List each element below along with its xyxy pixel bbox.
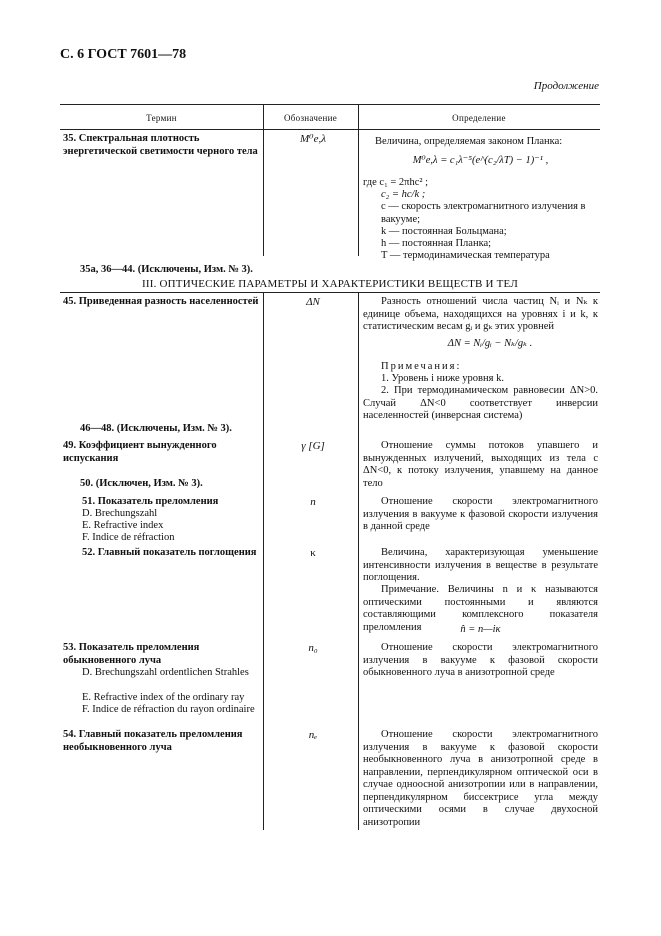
def-53: Отношение скорости электромагнитного излучения в вакууме к фазовой скорости обыкновенного луча в анизотропной среде [363, 642, 598, 678]
def-45-note2: 2. При термодинамическом равновесии ΔN>0. Случай ΔN<0 соответствует инверсии населенностей (инверсная система) [363, 385, 598, 421]
excluded-35a: 35а, 36—44. (Исключены, Изм. № 3). [80, 264, 253, 275]
term-52: 52. Главный показатель поглощения [82, 547, 257, 558]
excluded-50: 50. (Исключен, Изм. № 3). [80, 478, 203, 489]
section-rule [60, 292, 600, 293]
page-header: С. 6 ГОСТ 7601—78 [60, 47, 187, 62]
col-divider-2 [358, 104, 359, 256]
term-51-en: E. Refractive index [82, 520, 164, 531]
def-35-h: h — постоянная Планка; [381, 238, 492, 249]
section-3-title: III. ОПТИЧЕСКИЕ ПАРАМЕТРЫ И ХАРАКТЕРИСТИКИ ВЕЩЕСТВ И ТЕЛ [142, 278, 518, 290]
def-45: Разность отношений числа частиц Nᵢ и Nₖ к единице объема, находящихся на уровнях i и k, к статистическим весам gᵢ и gₖ этих уровней [363, 296, 598, 332]
def-45-notes-title: Примечания: [381, 361, 462, 372]
col-divider-1 [263, 104, 264, 256]
def-52-formula: n̂ = n—iκ [460, 624, 501, 635]
term-53: 53. Показатель преломления обыкновенного луча [63, 642, 200, 666]
def-49: Отношение суммы потоков упавшего и вынужденных излучений, выходящих из тела с ΔN<0, к потоку излучения, упавшему на данное тело [363, 440, 598, 489]
def-54: Отношение скорости электромагнитного излучения в вакууме к фазовой скорости необыкновенного луча в анизотропной среде в направлении, перпендикулярном оптической оси в случае одноосной анизотропии или в направлении, перпендикулярном биссектрисе угла между оптическими осями в случае двухосной анизотропии [363, 729, 598, 828]
term-49: 49. Коэффициент вынужденного испускания [63, 440, 217, 464]
def-35-intro: Величина, определяемая законом Планка: [375, 136, 563, 147]
def-52: Величина, характеризующая уменьшение интенсивности излучения в веществе в результате поглощения. [363, 547, 598, 583]
term-51-de: D. Brechungszahl [82, 508, 158, 519]
col-divider-1b [263, 292, 264, 830]
term-35: 35. Спектральная плотность энергетической светимости черного тела [63, 133, 258, 157]
def-51: Отношение скорости электромагнитного излучения в вакууме к фазовой скорости излучения в данной среде [363, 496, 598, 532]
term-51-fr: F. Indice de réfraction [82, 532, 175, 543]
symbol-49: γ [G] [301, 440, 325, 452]
def-45-formula: ΔN = Nᵢ/gᵢ − Nₖ/gₖ . [447, 338, 533, 349]
col-header-term: Термин [146, 113, 177, 123]
table-top-rule [60, 104, 600, 105]
term-53-fr: F. Indice de réfraction du rayon ordinaire [82, 704, 255, 715]
continued-label: Продолжение [533, 80, 599, 92]
term-51: 51. Показатель преломления [82, 496, 219, 507]
def-35-where: где c₁ = 2πhc² ; [363, 177, 429, 188]
symbol-53: n₀ [308, 642, 318, 654]
col-divider-2b [358, 292, 359, 830]
term-54: 54. Главный показатель преломления необыкновенного луча [63, 729, 243, 753]
def-35-c: c — скорость электромагнитного излучения в вакууме; [381, 201, 586, 225]
excluded-46: 46—48. (Исключены, Изм. № 3). [80, 423, 232, 434]
col-header-symbol: Обозначение [283, 113, 338, 123]
symbol-45: ΔN [306, 296, 320, 308]
table-header-rule [60, 129, 600, 130]
symbol-54: nₑ [308, 729, 318, 741]
term-45: 45. Приведенная разность населенностей [63, 296, 259, 307]
def-52-note: Примечание. Величины n и κ называются оптическими постоянными и являются составляющими комплексного показателя преломления [363, 584, 598, 633]
term-53-en: E. Refractive index of the ordinary ray [82, 692, 245, 703]
def-35-k: k — постоянная Больцмана; [381, 226, 507, 237]
def-35-formula: M⁰e,λ = c₁λ⁻⁵(e^(c₂/λT) − 1)⁻¹ , [412, 155, 549, 166]
col-header-definition: Определение [452, 113, 506, 123]
term-53-de: D. Brechungszahl ordentlichen Strahles [82, 667, 249, 678]
def-35-T: T — термодинамическая температура [381, 250, 550, 261]
def-35-c2: c₂ = hc/k ; [381, 189, 426, 200]
def-45-note1: 1. Уровень i ниже уровня k. [381, 373, 504, 384]
symbol-52: κ [310, 547, 316, 559]
symbol-51: n [310, 496, 316, 508]
symbol-35: M⁰e,λ [300, 133, 326, 145]
